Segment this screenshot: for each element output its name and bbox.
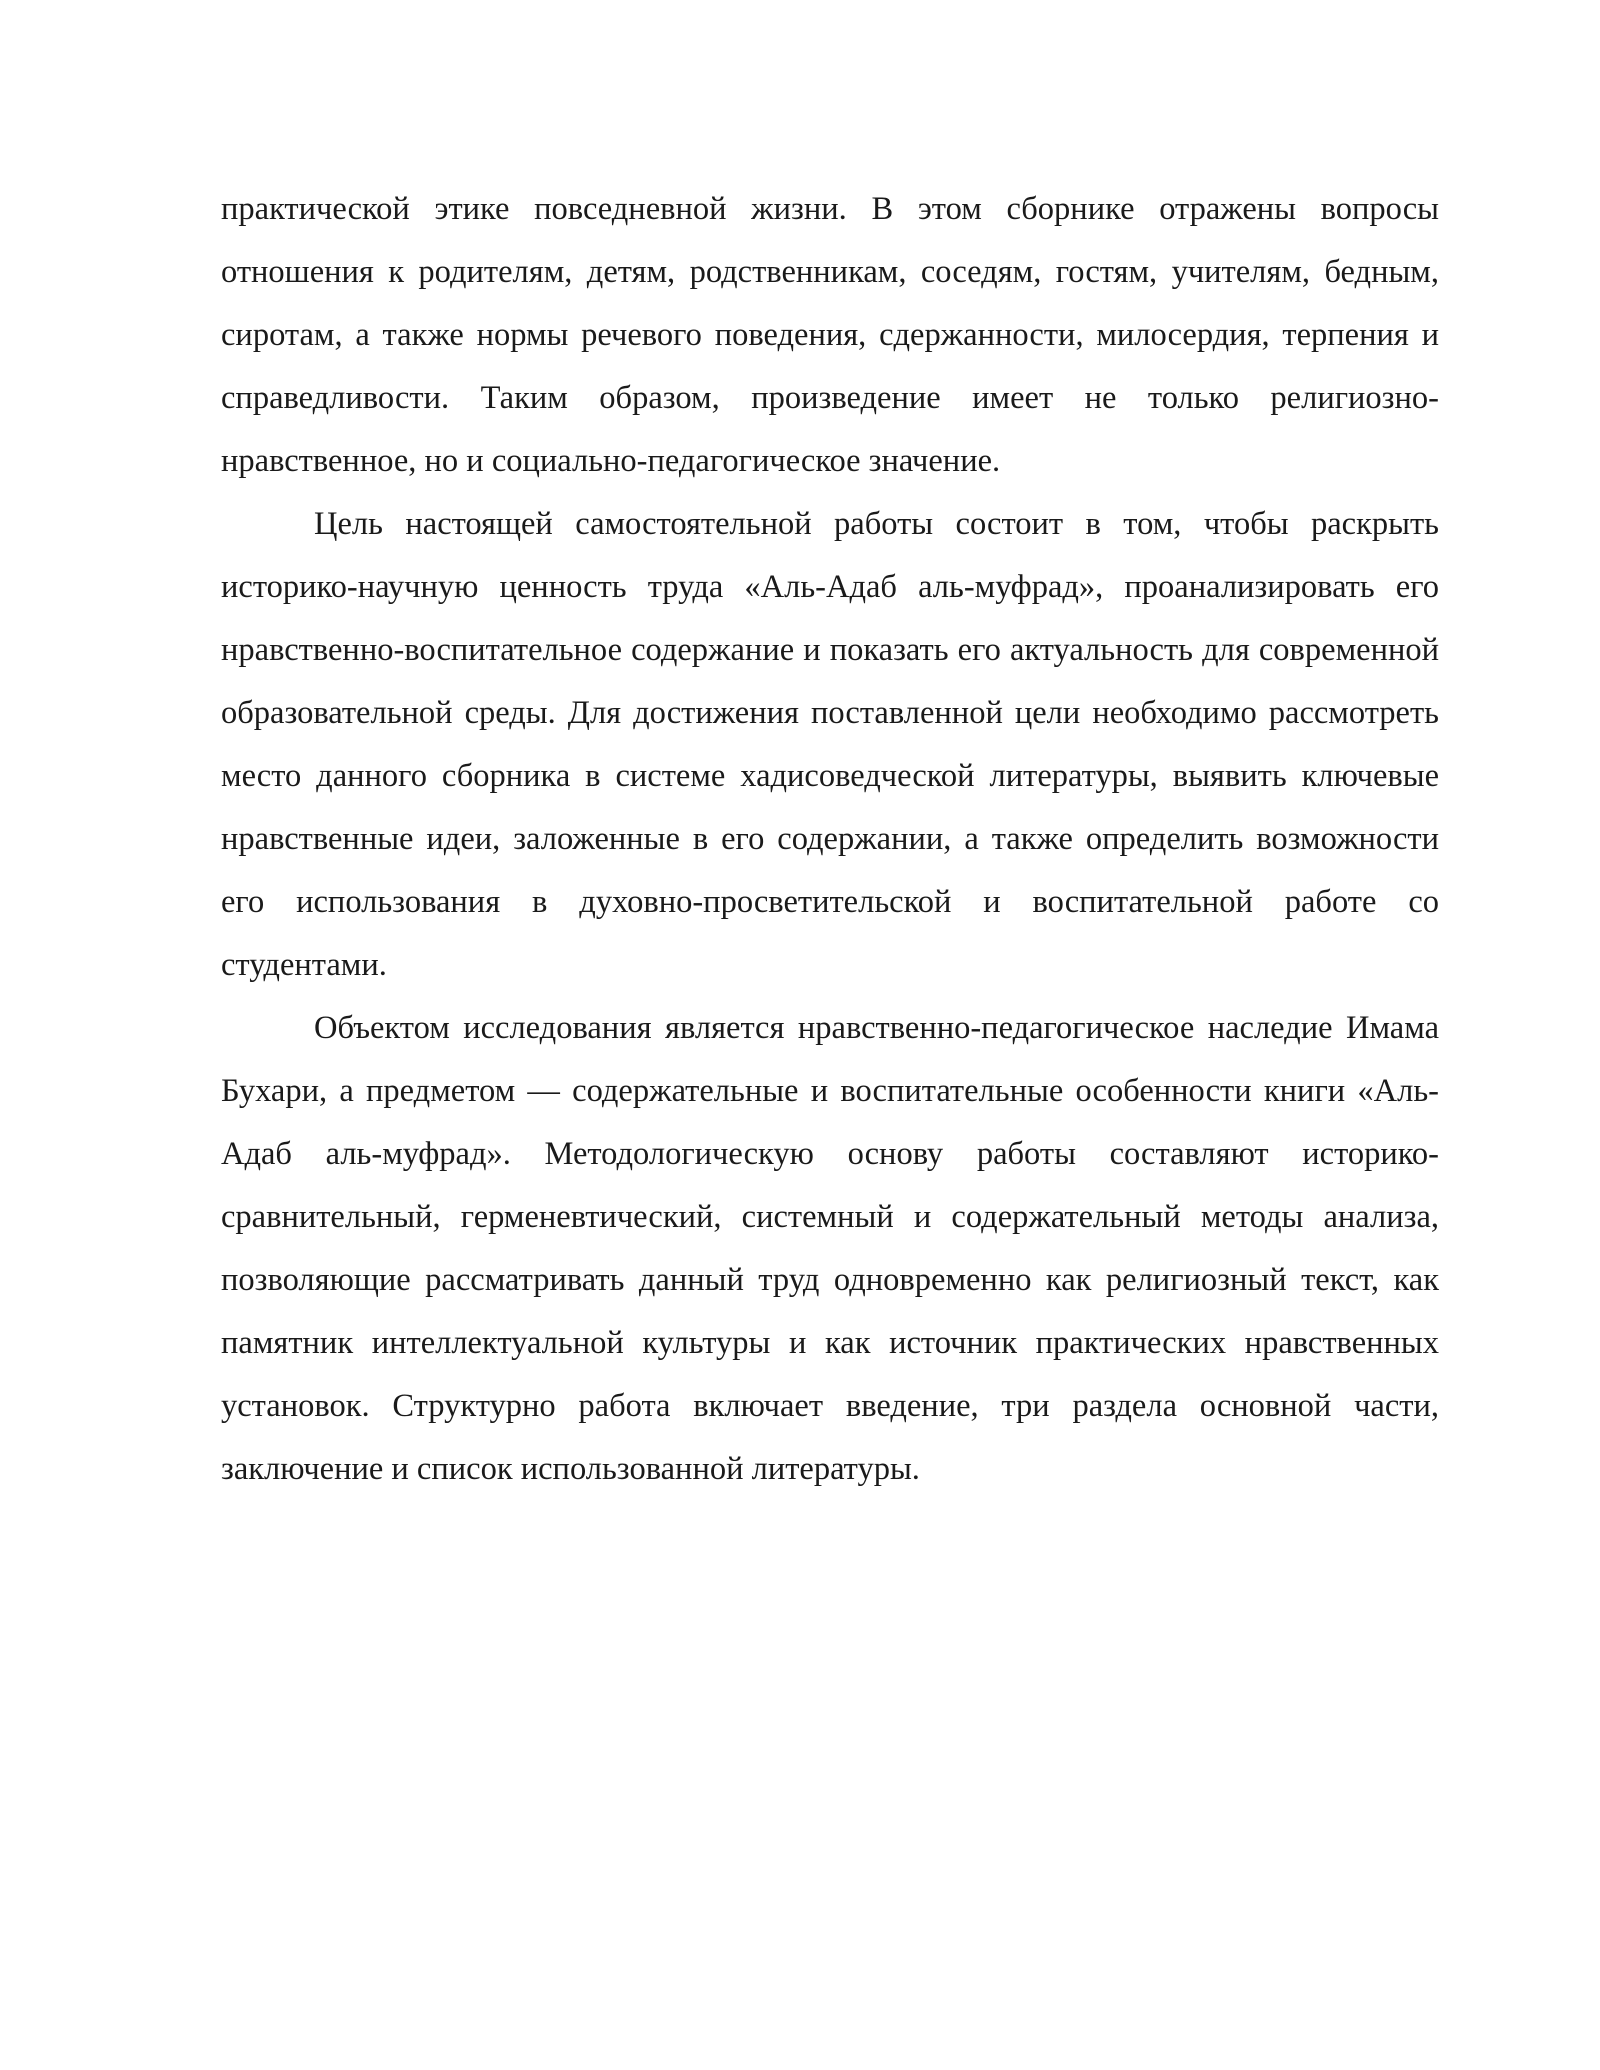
paragraph-object-subject: Объектом исследования является нравственно-педагогическое наследие Имама Бухари, а предметом — содержательные и воспитательные особенности книги «Аль-Адаб аль-муфрад». Методологическую основу работы составляют историко-сравнительный, герменевтический, системный и содержательный методы анализа, позволяющие рассматривать данный труд одновременно как религиозный текст, как памятник интеллектуальной культуры и как источник практических нравственных установок. Структурно работа включает введение, три раздела основной части, заключение и список использованной литературы.: [221, 1010, 1439, 1487]
document-body: [221, 178, 1439, 1501]
paragraph-goal: Цель настоящей самостоятельной работы состоит в том, чтобы раскрыть историко-научную ценность труда «Аль-Адаб аль-муфрад», проанализировать его нравственно-воспитательное содержание и показать его актуальность для современной образовательной среды. Для достижения поставленной цели необходимо рассмотреть место данного сборника в системе хадисоведческой литературы, выявить ключевые нравственные идеи, заложенные в его содержании, а также определить возможности его использования в духовно-просветительской и воспитательной работе со студентами.: [221, 506, 1439, 983]
paragraph-continuation: практической этике повседневной жизни. В этом сборнике отражены вопросы отношения к родителям, детям, родственникам, соседям, гостям, учителям, бедным, сиротам, а также нормы речевого поведения, сдержанности, милосердия, терпения и справедливости. Таким образом, произведение имеет не только религиозно-нравственное, но и социально-педагогическое значение.: [221, 191, 1439, 479]
